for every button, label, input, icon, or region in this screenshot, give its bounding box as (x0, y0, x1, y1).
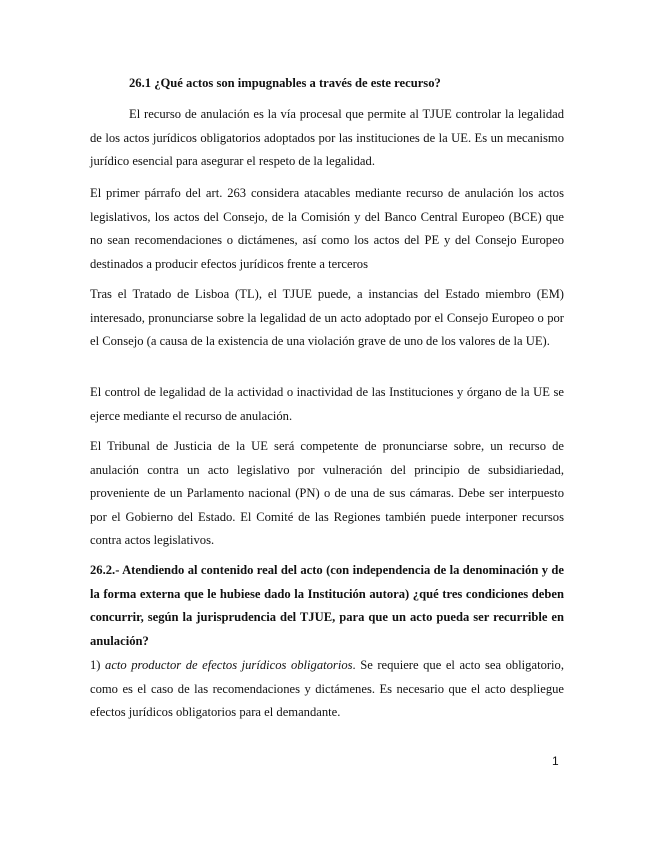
list-item-number: 1) (90, 658, 101, 672)
paragraph-tribunal-justicia: El Tribunal de Justicia de la UE será competente de pronunciarse sobre, un recurso de anulación contra un acto legislativo por vulneración del principio de subsidiariedad, proveniente de un Parlamento nacional (PN) o de una de sus cámaras. Debe ser interpuesto por el Gobierno del Estado. El Comité de las Regiones también puede interponer recursos contra actos legislativos. (90, 439, 564, 548)
paragraph-tratado-lisboa: Tras el Tratado de Lisboa (TL), el TJUE puede, a instancias del Estado miembro (EM) interesado, pronunciarse sobre la legalidad de un acto adoptado por el Consejo Europeo o por el Consejo (a causa de la existencia de una violación grave de uno de los valores de la UE). (90, 287, 564, 349)
list-item-title: acto productor de efectos jurídicos obligatorios (105, 658, 353, 672)
paragraph-anulacion: El recurso de anulación es la vía procesal que permite al TJUE controlar la legalidad de los actos jurídicos obligatorios adoptados por las instituciones de la UE. Es un mecanismo jurídico esencial para asegurar el respeto de la legalidad. (90, 107, 564, 169)
page-number: 1 (552, 754, 559, 768)
section-heading-26-1: 26.1 ¿Qué actos son impugnables a través de este recurso? (129, 76, 441, 90)
list-item-text: . Se requiere que el acto sea obligatorio, como es el caso de las recomendaciones y dictámenes. Es necesario que el acto despliegue efectos jurídicos obligatorios para el demandante. (90, 658, 565, 720)
list-item-condition-1 (90, 654, 564, 725)
paragraph-control-legalidad: El control de legalidad de la actividad o inactividad de las Instituciones y órgano de la UE se ejerce mediante el recurso de anulación. (90, 385, 564, 423)
paragraph-art-263: El primer párrafo del art. 263 considera atacables mediante recurso de anulación los actos legislativos, los actos del Consejo, de la Comisión y del Banco Central Europeo (BCE) que no sean recomendaciones o dictámenes, así como los actos del PE y del Consejo Europeo destinados a producir efectos jurídicos frente a terceros (90, 186, 564, 271)
section-heading-26-2: 26.2.- Atendiendo al contenido real del acto (con independencia de la denominación y de la forma externa que le hubiese dado la Institución autora) ¿qué tres condiciones deben concurrir, según la jurisprudencia del TJUE, para que un acto pueda ser recurrible en anulación? (90, 563, 564, 648)
